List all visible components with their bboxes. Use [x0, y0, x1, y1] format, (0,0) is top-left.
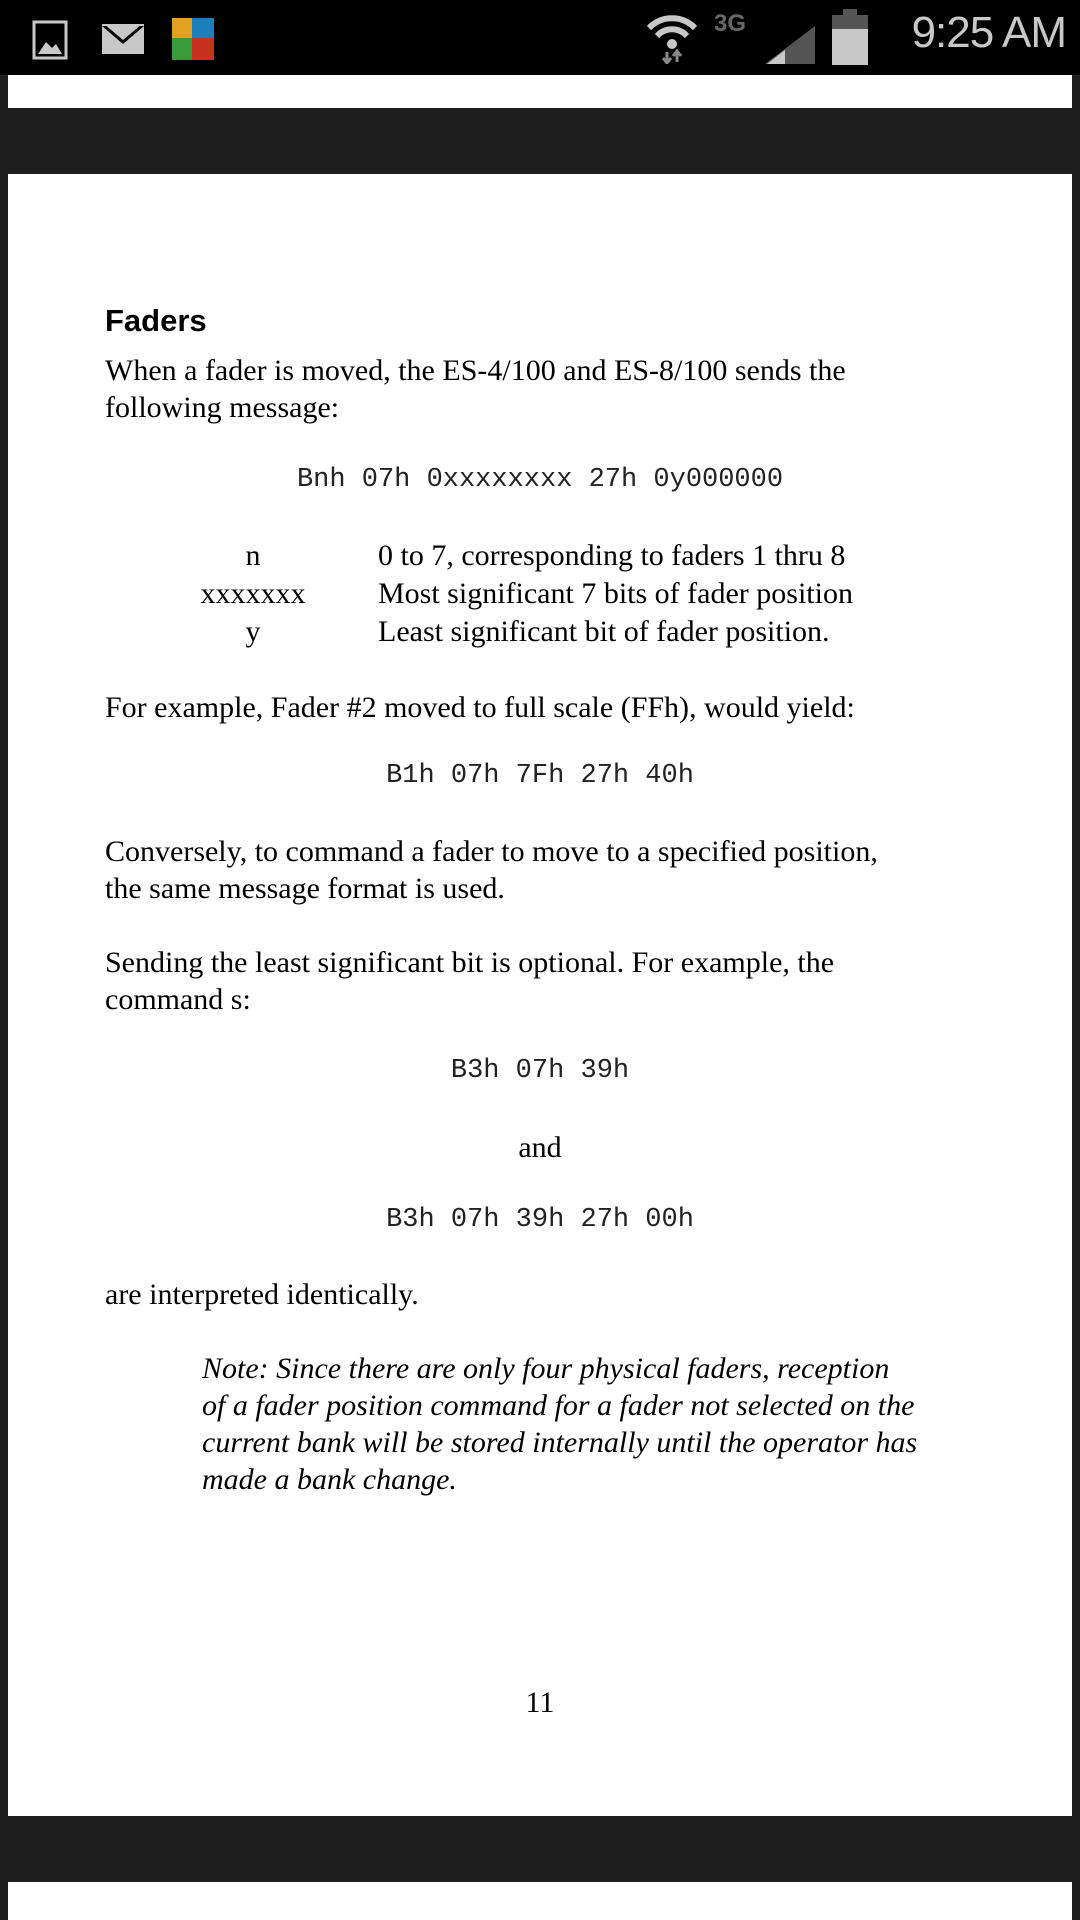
legend-term: xxxxxxx	[200, 577, 306, 610]
note-line: current bank will be stored internally until the operator has	[202, 1426, 918, 1459]
page-content	[8, 0, 1072, 1920]
paragraph-line: When a fader is moved, the ES-4/100 and ES-8/100 sends the	[105, 354, 846, 387]
paragraph-line: Sending the least significant bit is optional. For example, the	[105, 946, 835, 979]
code-line: B3h 07h 39h	[450, 1056, 630, 1086]
network-type: 3G	[714, 10, 747, 37]
note-line: made a bank change.	[202, 1463, 457, 1496]
clock: 9:25 AM	[911, 8, 1066, 57]
paragraph-line: Conversely, to command a fader to move to a specified position,	[105, 835, 878, 868]
code-line: Bnh 07h 0xxxxxxxx 27h 0y000000	[296, 465, 784, 495]
legend-desc: Least significant bit of fader position.	[378, 615, 830, 648]
paragraph-line: following message:	[105, 391, 340, 424]
legend-term: n	[245, 539, 261, 572]
note-line: Note: Since there are only four physical faders, reception	[202, 1352, 890, 1385]
legend-term: y	[245, 615, 261, 648]
next-page-edge	[8, 1882, 1072, 1920]
paragraph-line: the same message format is used.	[105, 872, 505, 905]
paragraph-line: For example, Fader #2 moved to full scale (FFh), would yield:	[105, 691, 855, 724]
code-line: B3h 07h 39h 27h 00h	[386, 1205, 694, 1235]
paragraph-line: and	[518, 1131, 562, 1164]
legend-desc: 0 to 7, corresponding to faders 1 thru 8	[378, 539, 846, 572]
page-number: 11	[525, 1686, 555, 1719]
code-line: B1h 07h 7Fh 27h 40h	[386, 761, 694, 791]
note-line: of a fader position command for a fader not selected on the	[202, 1389, 915, 1422]
paragraph-line: command s:	[105, 983, 251, 1016]
paragraph-line: are interpreted identically.	[105, 1278, 419, 1311]
legend-desc: Most significant 7 bits of fader position	[378, 577, 853, 610]
section-heading: Faders	[105, 303, 207, 338]
